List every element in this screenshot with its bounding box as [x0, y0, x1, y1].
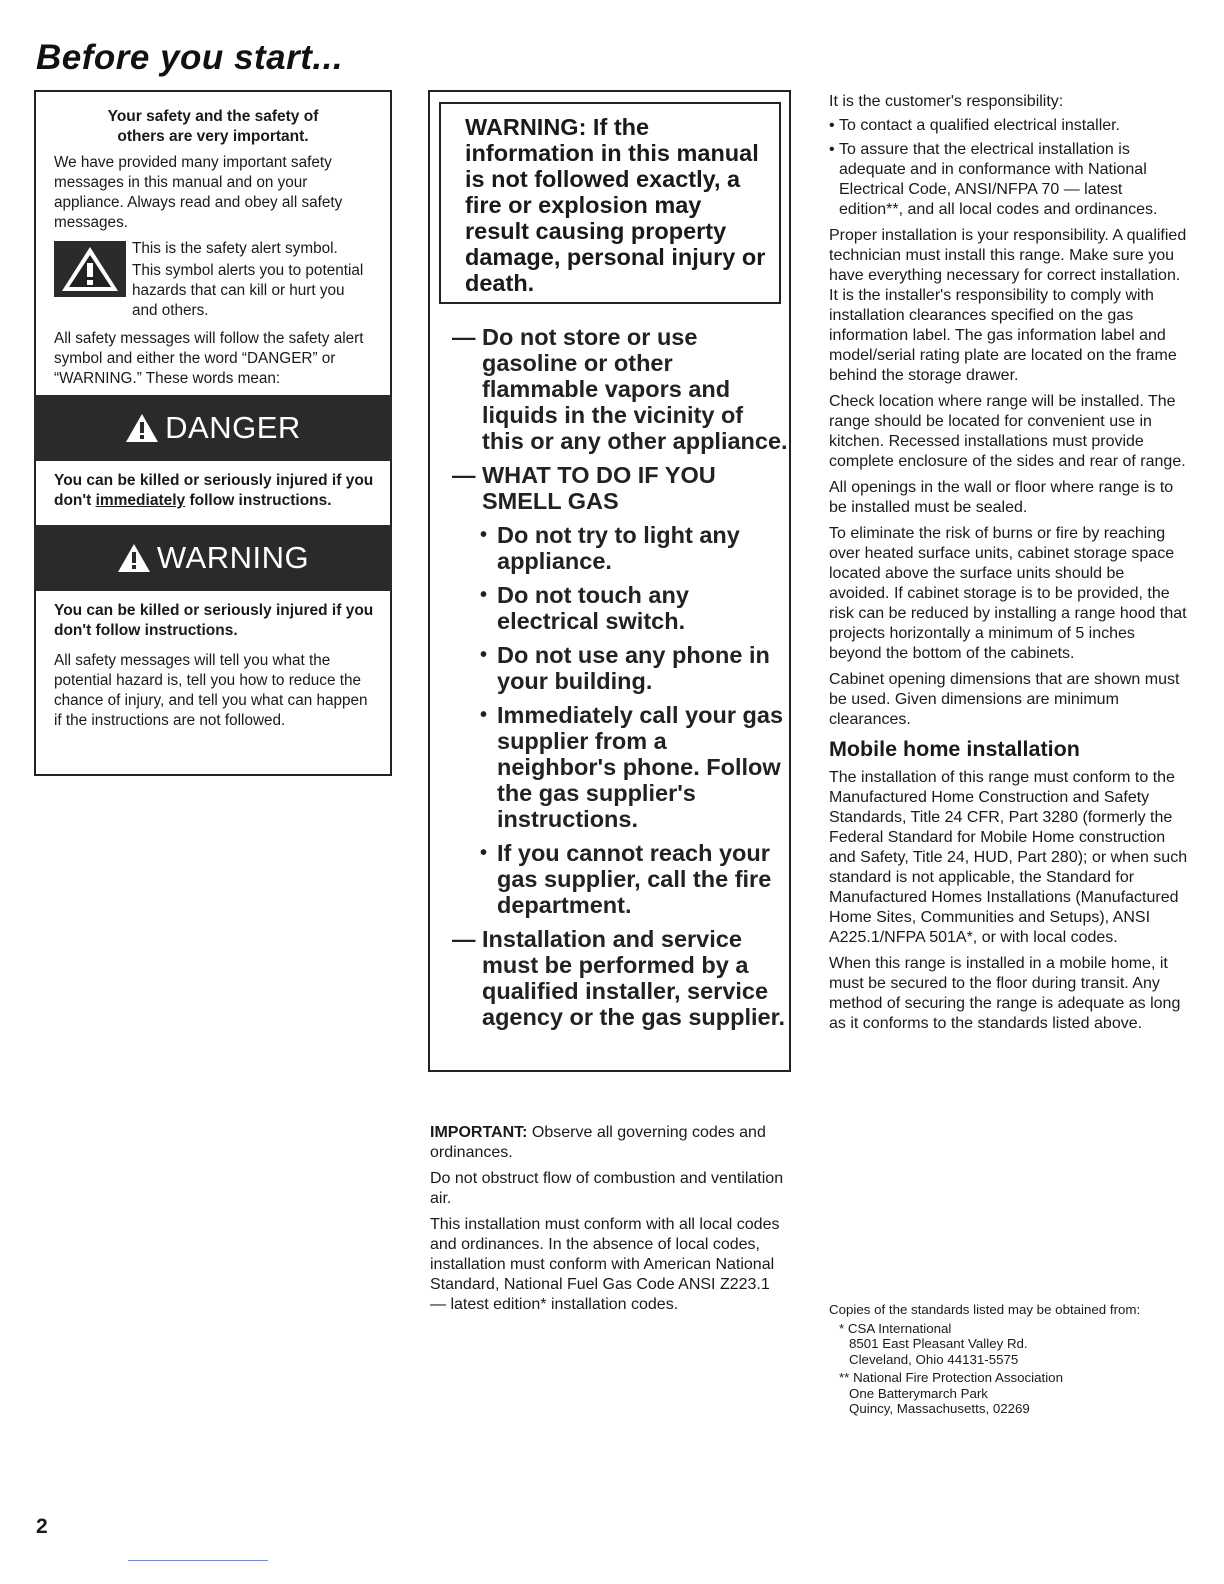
warning-dash-item: — WHAT TO DO IF YOU SMELL GAS	[452, 462, 716, 514]
page-number: 2	[36, 1515, 48, 1538]
standards-references	[829, 1302, 1189, 1417]
nfpa-address: ** National Fire Protection Association One Batterymarch Park Quincy, Massachusetts, 02269	[839, 1370, 1063, 1416]
cabinet-dimensions: Cabinet opening dimensions that are shown must be used. Given dimensions are minimum clearances.	[829, 671, 1180, 728]
ventilation-note: Do not obstruct flow of combustion and ventilation air.	[430, 1170, 784, 1207]
warning-bullet-item: • If you cannot reach your gas supplier, call the fire department.	[480, 840, 772, 918]
codes-note: This installation must conform with all local codes and ordinances. In the absence of local codes, installation must conform with American National Standard, National Fuel Gas Code ANSI Z223.1 — latest edition* installation codes.	[430, 1216, 780, 1313]
responsibility-intro: It is the customer's responsibility:	[829, 93, 1064, 110]
alert-symbol-label: This is the safety alert symbol.	[132, 240, 338, 257]
cabinet-risk: To eliminate the risk of burns or fire by reaching over heated surface units, cabinet storage space located above the surface units should be avoided. If cabinet storage is to be provided, the risk can be reduced by installing a range hood that projects horizontally a minimum of 5 inches beyond the bottom of the cabinets.	[829, 525, 1187, 662]
danger-word: DANGER	[165, 410, 301, 445]
safety-alert-icon	[54, 241, 126, 297]
warning-dash-item: — Do not store or use gasoline or other flammable vapors and liquids in the vicinity of this or any other appliance.	[452, 324, 788, 454]
safety-box	[34, 90, 392, 776]
warning-bullet-item: • Immediately call your gas supplier from a neighbor's phone. Follow the gas supplier's instructions.	[480, 702, 784, 832]
openings-sealed: All openings in the wall or floor where range is to be installed must be sealed.	[829, 479, 1174, 516]
warning-banner	[34, 525, 392, 591]
danger-text: You can be killed or seriously injured if you don't immediately follow instructions.	[54, 472, 374, 509]
proper-installation: Proper installation is your responsibility. A qualified technician must install this range. Make sure you have everything necessary for correct installation. It is the installer's responsibility to comply with installation clearances specified on the gas information label. The gas information label and model/serial rating plate are located on the frame behind the storage drawer.	[829, 227, 1187, 384]
warning-word: WARNING	[156, 540, 310, 575]
footer-divider	[128, 1560, 268, 1561]
mobile-home-heading: Mobile home installation	[829, 737, 1080, 761]
safety-heading-line-2: others are very important.	[117, 128, 309, 145]
check-location: Check location where range will be installed. The range should be located for convenient use in kitchen. Recessed installations must provide complete enclosure of the sides and rear of range.	[829, 393, 1186, 470]
installation-notes	[430, 1123, 785, 1321]
warning-triangle-icon	[117, 543, 151, 573]
page-title: Before you start...	[36, 38, 344, 77]
warning-text: You can be killed or seriously injured if you don't follow instructions.	[54, 602, 374, 639]
gas-warning-list	[452, 324, 788, 1030]
safety-heading-line-1: Your safety and the safety of	[107, 108, 319, 125]
alert-symbol-row	[54, 239, 374, 321]
safety-closing: All safety messages will tell you what the potential hazard is, tell you how to reduce the chance of injury, and tell you what can happen if the instructions are not followed.	[54, 652, 368, 729]
right-column	[829, 92, 1189, 1040]
danger-banner	[34, 395, 392, 461]
responsibility-item: • To assure that the electrical installation is adequate and in conformance with National Electrical Code, ANSI/NFPA 70 — latest edition**, and all local codes and ordinances.	[829, 141, 1158, 218]
warning-headline: WARNING: If the information in this manual is not followed exactly, a fire or explosion may result causing property damage, personal injury or death.	[439, 102, 781, 304]
csa-address: * CSA International 8501 East Pleasant Valley Rd. Cleveland, Ohio 44131-5575	[839, 1320, 1028, 1367]
danger-triangle-icon	[125, 413, 159, 443]
safety-intro: We have provided many important safety messages in this manual and on your appliance. Always read and obey all safety messages.	[54, 154, 343, 231]
safety-follow-text: All safety messages will follow the safety alert symbol and either the word “DANGER” or “WARNING.” These words mean:	[54, 330, 364, 387]
important-note: IMPORTANT: Observe all governing codes and ordinances.	[430, 1124, 766, 1161]
alert-symbol-description: This symbol alerts you to potential hazards that can kill or hurt you and others.	[132, 262, 364, 319]
mobile-home-securing: When this range is installed in a mobile home, it must be secured to the floor during transit. Any method of securing the range is adequate as long as it conforms to the standards listed above.	[829, 955, 1181, 1032]
references-intro: Copies of the standards listed may be obtained from:	[829, 1302, 1141, 1317]
mobile-home-standards: The installation of this range must conform to the Manufactured Home Construction and Safety Standards, Title 24 CFR, Part 3280 (formerly the Federal Standard for Mobile Home construction and Safety, Title 24, HUD, Part 280); or when such standard is not applicable, the Standard for Manufactured Homes Installations (Manufactured Home Sites, Communities and Setups), ANSI A225.1/NFPA 501A*, or with local codes.	[829, 769, 1188, 946]
responsibility-item: • To contact a qualified electrical installer.	[829, 117, 1121, 134]
warning-dash-item: — Installation and service must be performed by a qualified installer, service agency or the gas supplier.	[452, 926, 785, 1030]
warning-bullet-item: • Do not use any phone in your building.	[480, 642, 770, 694]
warning-bullet-item: • Do not try to light any appliance.	[480, 522, 740, 574]
safety-heading	[50, 107, 376, 147]
warning-bullet-item: • Do not touch any electrical switch.	[480, 582, 689, 634]
